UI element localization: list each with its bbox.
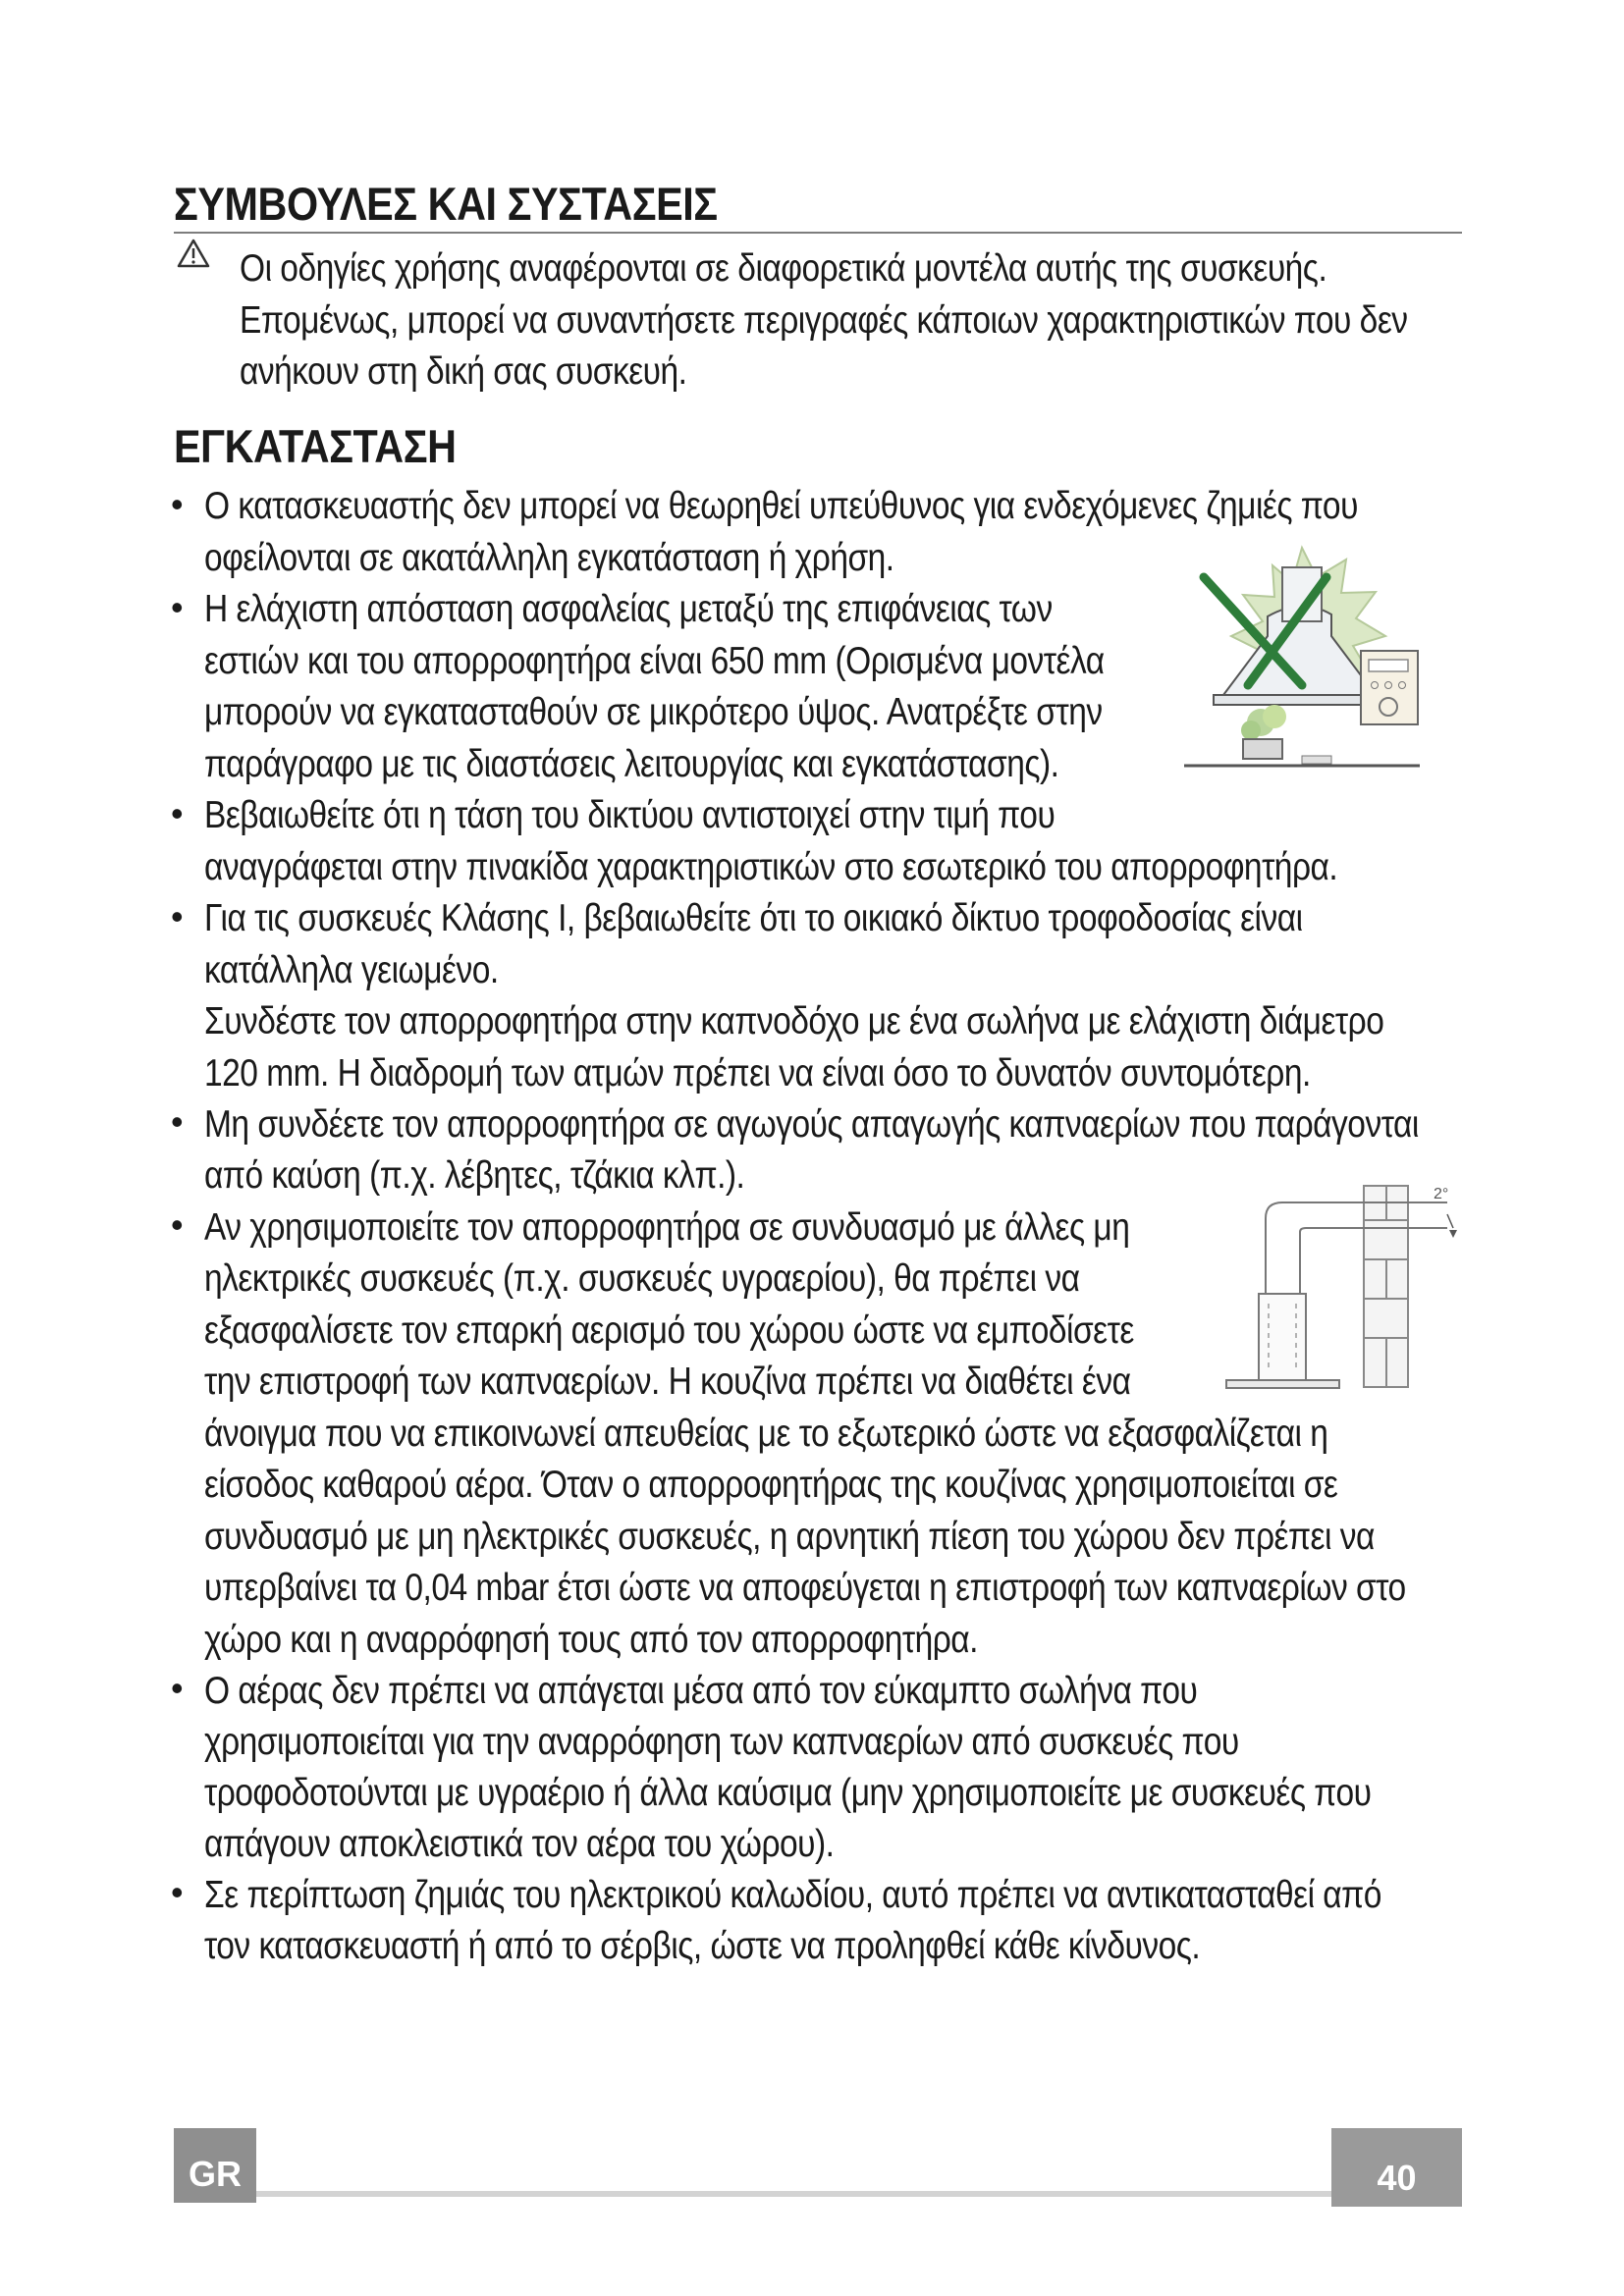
install-line-2: οφείλονται σε ακατάλληλη εγκατάσταση ή χρήση.: [204, 537, 894, 579]
install-line-9: Για τις συσκευές Κλάσης I, βεβαιωθείτε ότι το οικιακό δίκτυο τροφοδοσίας είναι: [204, 897, 1303, 939]
hood-over-cooktop-figure: [1174, 538, 1430, 783]
install-line-11: Συνδέστε τον απορροφητήρα στην καπνοδόχο με ένα σωλήνα με ελάχιστη διάμετρο: [204, 1000, 1384, 1042]
install-line-22: υπερβαίνει τα 0,04 mbar έτσι ώστε να αποφεύγεται η επιστροφή των καπναερίων στο: [204, 1567, 1406, 1609]
install-line-4: εστιών και του απορροφητήρα είναι 650 mm (Ορισμένα μοντέλα: [204, 640, 1105, 682]
install-line-17: εξασφαλίσετε τον επαρκή αερισμό του χώρου ώστε να εμποδίσετε: [204, 1309, 1134, 1352]
duct-angle-label: 2°: [1434, 1186, 1449, 1202]
bullet-2: •: [171, 587, 184, 627]
bullet-6: •: [171, 1204, 184, 1245]
footer-bar: [174, 2191, 1462, 2197]
warning-triangle-icon: [177, 239, 210, 268]
section-title-tips: ΣΥΜΒΟΥΛΕΣ ΚΑΙ ΣΥΣΤΑΣΕΙΣ: [174, 178, 718, 230]
bullet-5: •: [171, 1101, 184, 1142]
install-line-8: αναγράφεται στην πινακίδα χαρακτηριστικών στο εσωτερικό του απορροφητήρα.: [204, 846, 1338, 888]
section-title-installation: ΕΓΚΑΤΑΣΤΑΣΗ: [174, 420, 457, 472]
install-line-26: τροφοδοτούνται με υγραέριο ή άλλα καύσιμα (μην χρησιμοποιείτε με συσκευές που: [204, 1772, 1372, 1814]
install-line-3: Η ελάχιστη απόσταση ασφαλείας μεταξύ της επιφάνειας των: [204, 588, 1053, 630]
install-line-10: κατάλληλα γειωμένο.: [204, 949, 499, 991]
install-line-20: είσοδος καθαρού αέρα. Όταν ο απορροφητήρας της κουζίνας χρησιμοποιείται σε: [204, 1464, 1338, 1506]
install-line-5: μπορούν να εγκατασταθούν σε μικρότερο ύψος. Ανατρέξτε στην: [204, 691, 1103, 733]
title-underline: [174, 232, 1462, 234]
install-line-24: Ο αέρας δεν πρέπει να απάγεται μέσα από τον εύκαμπτο σωλήνα που: [204, 1670, 1198, 1712]
install-line-16: ηλεκτρικές συσκευές (π.χ. συσκευές υγραερίου), θα πρέπει να: [204, 1257, 1080, 1300]
bullet-3: •: [171, 793, 184, 833]
bullet-4: •: [171, 896, 184, 936]
install-line-18: την επιστροφή των καπναερίων. Η κουζίνα πρέπει να διαθέτει ένα: [204, 1361, 1131, 1403]
install-line-23: χώρο και η αναρρόφησή τους από τον απορροφητήρα.: [204, 1619, 978, 1661]
bullet-7: •: [171, 1668, 184, 1708]
language-tab: GR: [174, 2128, 256, 2203]
warning-line-3: ανήκουν στη δική σας συσκευή.: [240, 350, 687, 393]
warning-line-1: Οι οδηγίες χρήσης αναφέρονται σε διαφορετικά μοντέλα αυτής της συσκευής.: [240, 247, 1327, 290]
bullet-1: •: [171, 484, 184, 524]
install-line-14: από καύση (π.χ. λέβητες, τζάκια κλπ.).: [204, 1154, 745, 1197]
duct-slope-figure: [1221, 1181, 1461, 1392]
install-line-7: Βεβαιωθείτε ότι η τάση του δικτύου αντιστοιχεί στην τιμή που: [204, 794, 1056, 836]
install-line-13: Μη συνδέετε τον απορροφητήρα σε αγωγούς απαγωγής καπναερίων που παράγονται: [204, 1103, 1419, 1146]
install-line-27: απάγουν αποκλειστικά τον αέρα του χώρου).: [204, 1823, 835, 1865]
install-line-19: άνοιγμα που να επικοινωνεί απευθείας με το εξωτερικό ώστε να εξασφαλίζεται η: [204, 1413, 1328, 1455]
warning-line-2: Επομένως, μπορεί να συναντήσετε περιγραφές κάποιων χαρακτηριστικών που δεν: [240, 299, 1408, 342]
install-line-6: παράγραφο με τις διαστάσεις λειτουργίας και εγκατάστασης).: [204, 743, 1059, 785]
bullet-8: •: [171, 1872, 184, 1912]
install-line-29: τον κατασκευαστή ή από το σέρβις, ώστε να προληφθεί κάθε κίνδυνος.: [204, 1925, 1201, 1967]
install-line-25: χρησιμοποιείται για την αναρρόφηση των καπναερίων από συσκευές που: [204, 1721, 1239, 1763]
page-number: 40: [1331, 2128, 1462, 2207]
install-line-15: Αν χρησιμοποιείτε τον απορροφητήρα σε συνδυασμό με άλλες μη: [204, 1206, 1130, 1249]
install-line-28: Σε περίπτωση ζημιάς του ηλεκτρικού καλωδίου, αυτό πρέπει να αντικατασταθεί από: [204, 1874, 1381, 1916]
install-line-12: 120 mm. Η διαδρομή των ατμών πρέπει να είναι όσο το δυνατόν συντομότερη.: [204, 1052, 1311, 1095]
install-line-21: συνδυασμό με μη ηλεκτρικές συσκευές, η αρνητική πίεση του χώρου δεν πρέπει να: [204, 1516, 1375, 1558]
install-line-1: Ο κατασκευαστής δεν μπορεί να θεωρηθεί υπεύθυνος για ενδεχόμενες ζημιές που: [204, 485, 1358, 527]
